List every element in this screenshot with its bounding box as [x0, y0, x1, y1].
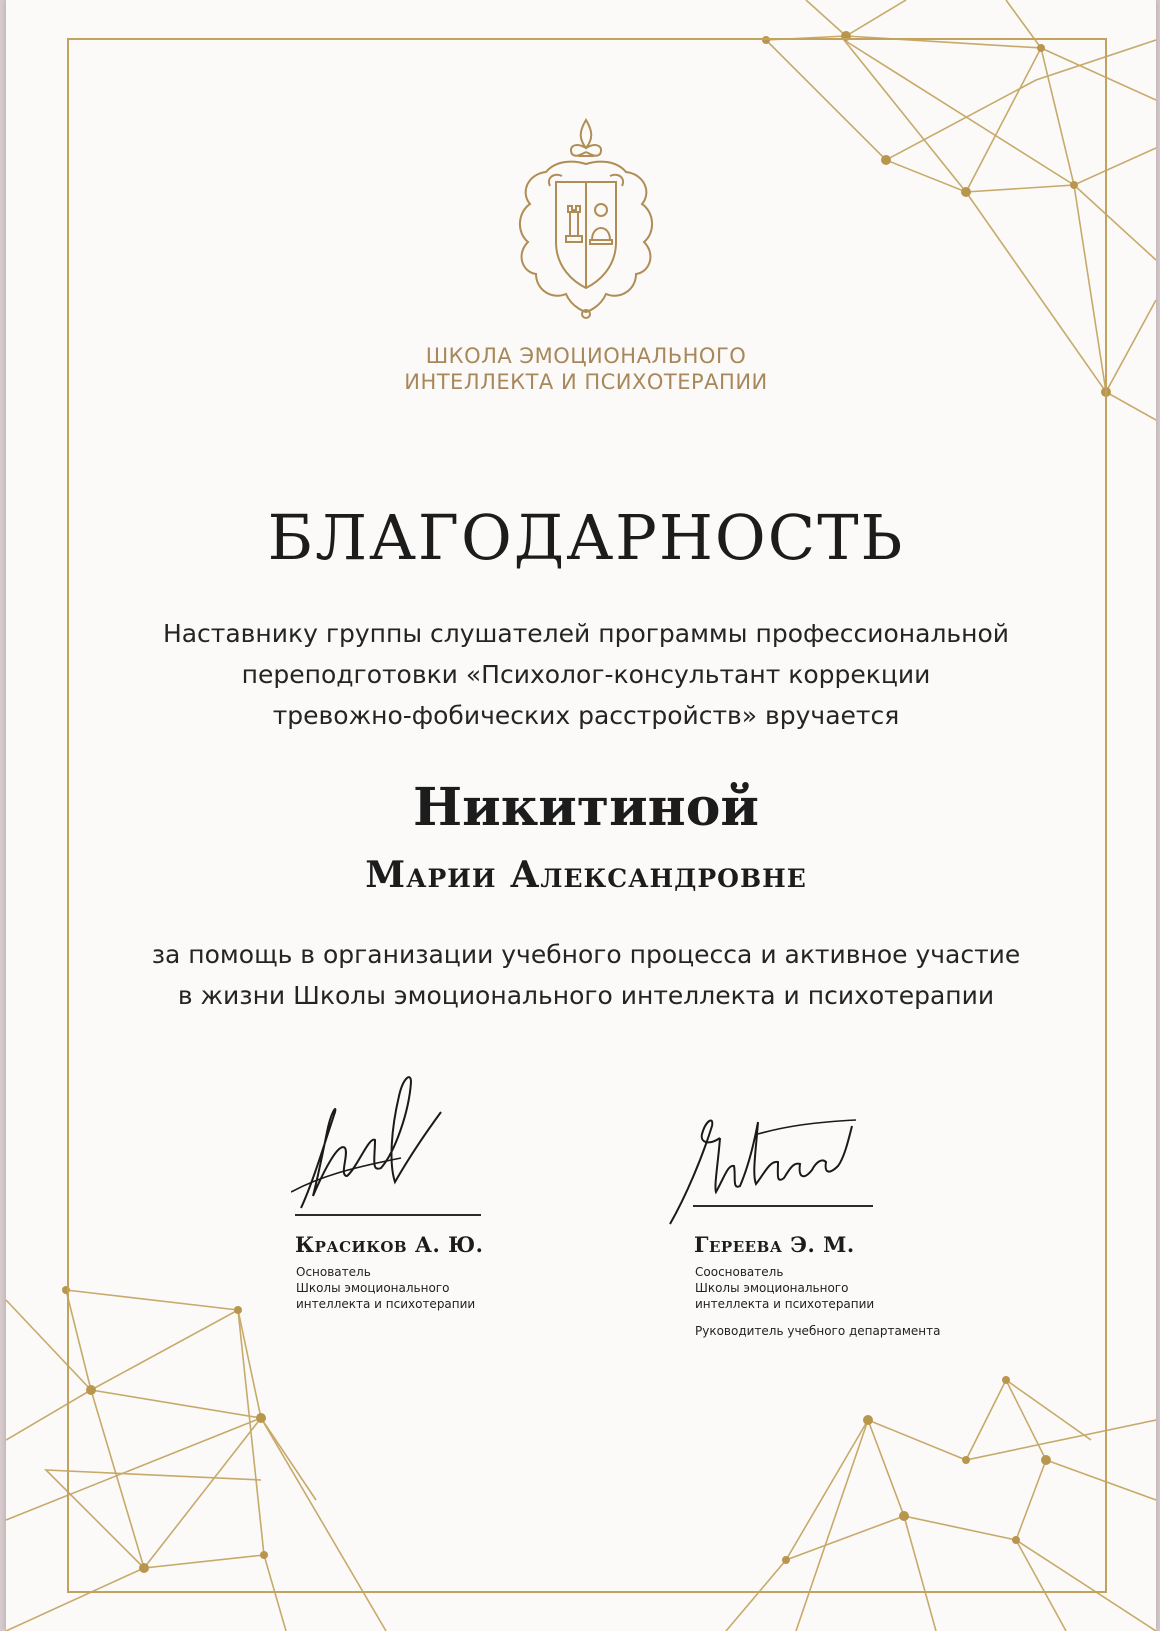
school-name-line1: ШКОЛА ЭМОЦИОНАЛЬНОГО [425, 344, 747, 368]
intro-text-line1: Наставнику группы слушателей программы профессиональной [162, 619, 1010, 648]
intro-text-line2: переподготовки «Психолог-консультант коррекции [241, 660, 931, 689]
signature-line-1 [295, 1214, 481, 1216]
intro-text-line3: тревожно-фобических расстройств» вручается [272, 701, 900, 730]
signature-gereeva [666, 1112, 866, 1232]
signer-role-2-line2: Школы эмоционального [695, 1281, 849, 1295]
recipient-surname: Никитиной [413, 777, 759, 838]
signer-role-2-line1: Сооснователь [695, 1265, 784, 1279]
reason-text-line2: в жизни Школы эмоционального интеллекта и психотерапии [177, 981, 995, 1010]
signer-name-1: Красиков А. Ю. [295, 1232, 484, 1257]
signature-krasikov [291, 1072, 466, 1222]
certificate-title: БЛАГОДАРНОСТЬ [267, 501, 905, 574]
signer-role-1-line3: интеллекта и психотерапии [296, 1297, 476, 1311]
signer-role-2-line4: Руководитель учебного департамента [695, 1324, 941, 1338]
reason-text-line1: за помощь в организации учебного процесса и активное участие [151, 940, 1021, 969]
crest-with-chess-pieces-icon [506, 112, 666, 322]
signer-name-2: Гереева Э. М. [694, 1232, 855, 1257]
school-name-line2: ИНТЕЛЛЕКТА И ПСИХОТЕРАПИИ [404, 370, 768, 394]
recipient-given-name: Марии Александровне [365, 854, 807, 896]
signature-line-2 [693, 1205, 873, 1207]
certificate-sheet [6, 0, 1156, 1631]
signer-role-1-line1: Основатель [296, 1265, 371, 1279]
signer-role-2-line3: интеллекта и психотерапии [695, 1297, 875, 1311]
signer-role-1-line2: Школы эмоционального [296, 1281, 450, 1295]
